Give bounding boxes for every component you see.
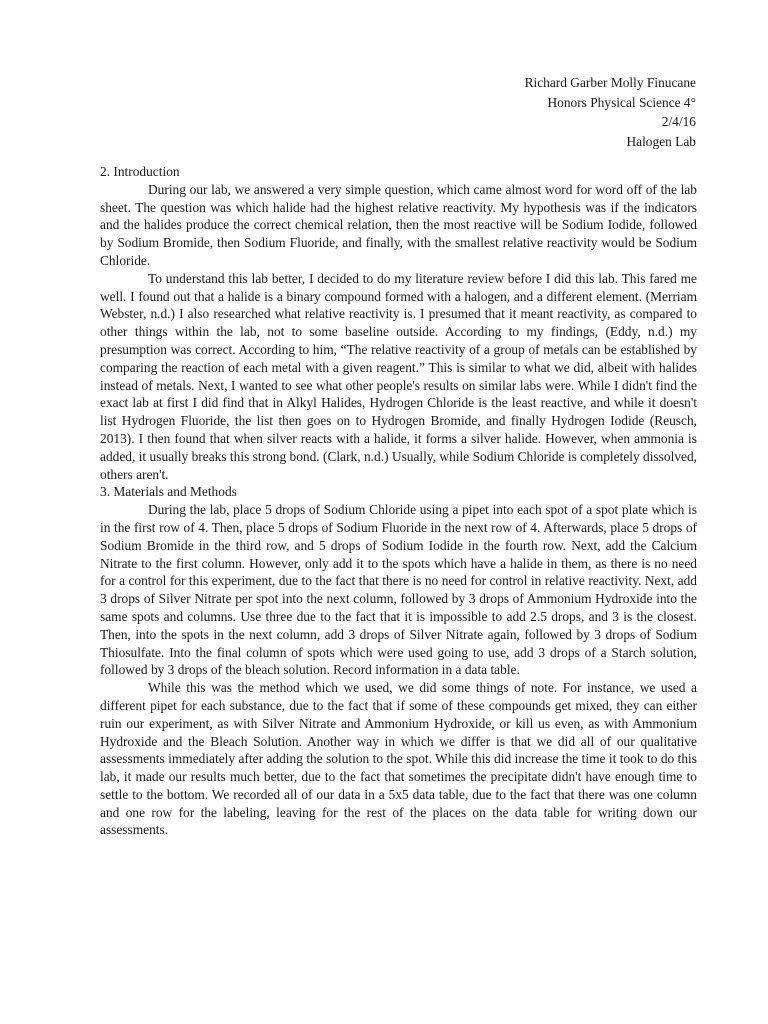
document-header	[525, 73, 696, 151]
materials-paragraph-2: While this was the method which we used, we did some things of note. For instance, we used a different pipet for each substance, due to the fact that if some of these compounds get mixed, they can either ruin our experiment, as with Silver Nitrate and Ammonium Hydroxide, or kill us even, as with Ammonium Hydroxide and the Bleach Solution. Another way in which we differ is that we did all of our qualitative assessments immediately after adding the solution to the spot. While this did increase the time it took to do this lab, it made our results much better, due to the fact that sometimes the precipitate didn't have enough time to settle to the bottom. We recorded all of our data in a 5x5 data table, due to the fact that there was one column and one row for the labeling, leaving for the rest of the places on the data table for writing down our assessments.	[100, 680, 697, 838]
introduction-heading: 2. Introduction	[100, 164, 180, 179]
author-names: Richard Garber Molly Finucane	[524, 75, 696, 90]
materials-heading: 3. Materials and Methods	[100, 484, 237, 500]
document-title: Halogen Lab	[626, 133, 696, 149]
class-name: Honors Physical Science 4°	[547, 94, 696, 110]
materials-paragraph-1: During the lab, place 5 drops of Sodium Chloride using a pipet into each spot of a spot plate which is in the first row of 4. Then, place 5 drops of Sodium Fluoride in the next row of 4. Afterwards, place 5 drops of Sodium Bromide in the third row, and 5 drops of Sodium Iodide in the fourth row. Next, add the Calcium Nitrate to the first column. However, only add it to the spots which have a halide in them, as there is no need for a control for this experiment, due to the fact that there is no need for control in relative reactivity. Next, add 3 drops of Silver Nitrate per spot into the next column, followed by 3 drops of Ammonium Hydroxide into the same spots and columns. Use three due to the fact that it is impossible to add 2.5 drops, and 3 is the closest. Then, into the spots in the next column, add 3 drops of Silver Nitrate again, followed by 3 drops of Sodium Thiosulfate. Into the final column of spots which were used going to use, add 3 drops of a Starch solution, followed by 3 drops of the bleach solution. Record information in a data table.	[100, 502, 697, 678]
document-body	[100, 163, 697, 839]
introduction-paragraph-1: During our lab, we answered a very simple question, which came almost word for word off of the lab sheet. The question was which halide had the highest relative reactivity. My hypothesis was if the indicators and the halides produce the correct chemical relation, then the most reactive will be Sodium Iodide, followed by Sodium Bromide, then Sodium Fluoride, and finally, with the smallest relative reactivity would be Sodium Chloride.	[100, 181, 697, 268]
document-date: 2/4/16	[661, 114, 696, 130]
introduction-paragraph-2: To understand this lab better, I decided to do my literature review before I did this lab. This fared me well. I found out that a halide is a binary compound formed with a halogen, and a different element. (Merriam Webster, n.d.) I also researched what relative reactivity is. I presumed that it meant reactivity, as compared to other things within the lab, not to some baseline outside. According to my findings, (Eddy, n.d.) my presumption was correct. According to him, “The relative reactivity of a group of metals can be established by comparing the reaction of each metal with a given reagent.” This is similar to what we did, albeit with halides instead of metals. Next, I wanted to see what other people's results on similar labs were. While I didn't find the exact lab at first I did find that in Alkyl Halides, Hydrogen Chloride is the least reactive, and while it doesn't list Hydrogen Fluoride, the list then goes on to Hydrogen Bromide, and finally Hydrogen Iodide (Reusch, 2013). I then found that when silver reacts with a halide, it forms a silver halide. However, when ammonia is added, it usually breaks this strong bond. (Clark, n.d.) Usually, while Sodium Chloride is completely dissolved, others aren't.	[100, 270, 697, 482]
